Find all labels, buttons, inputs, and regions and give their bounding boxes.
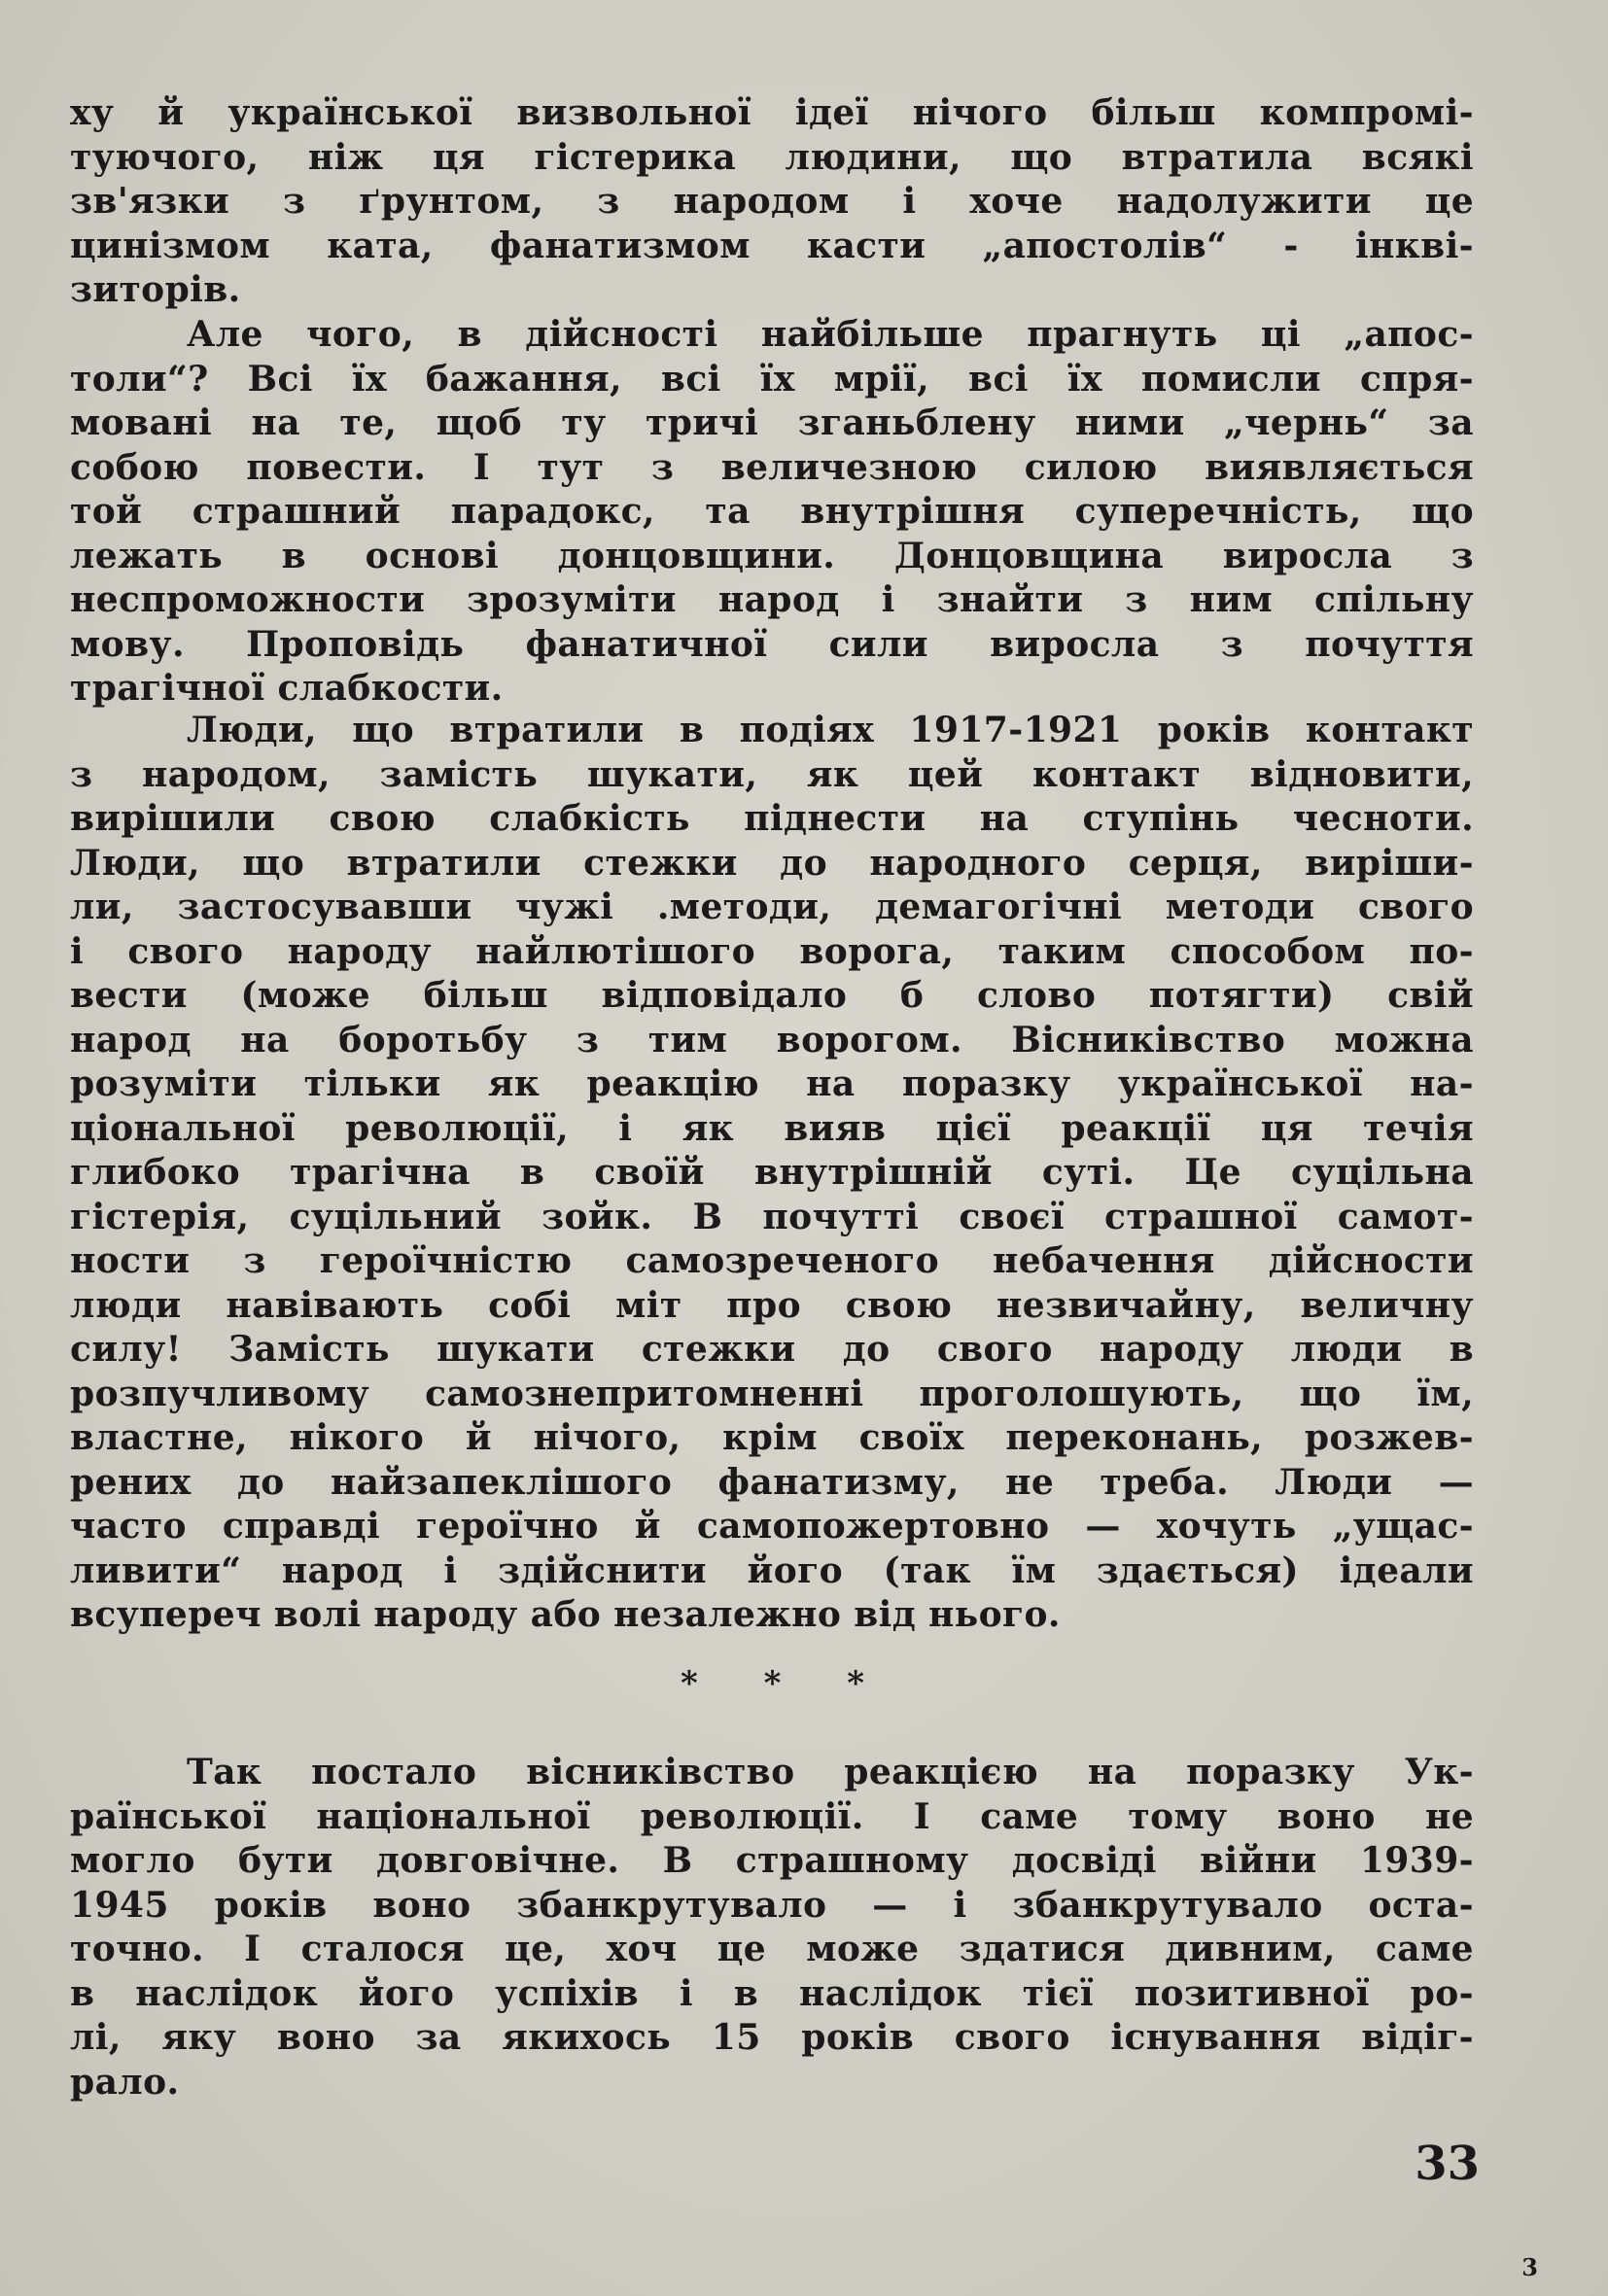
text-line: ху й української визвольної ідеї нічого більш компромі- <box>70 92 1474 133</box>
text-line: зиторів. <box>70 269 241 310</box>
text-line: лі, яку воно за якихось 15 років свого існування відіг- <box>70 2017 1474 2058</box>
text-line: і свого народу найлютішого ворога, таким способом по- <box>70 930 1474 972</box>
text-line: Люди, що втратили в подіях 1917-1921 років контакт <box>187 710 1474 750</box>
text-line: розуміти тільки як реакцію на поразку української на- <box>70 1063 1474 1104</box>
text-line: туючого, ніж ця гістерика людини, що втратила всякі <box>70 136 1474 178</box>
text-line: точно. І сталося це, хоч це може здатися дивним, саме <box>70 1929 1474 1969</box>
text-line: рених до найзапеклішого фанатизму, не треба. Люди — <box>70 1461 1474 1503</box>
text-line: всупереч волі народу або незалежно від нього. <box>70 1594 1061 1635</box>
text-line: цинізмом ката, фанатизмом касти „апостолів“ - інкві- <box>70 225 1474 266</box>
text-line: в наслідок його успіхів і в наслідок тієї позитивної ро- <box>70 1972 1474 2014</box>
text-line: Але чого, в дійсності найбільше прагнуть ці „апос- <box>187 314 1474 355</box>
text-line: могло бути довговічне. В страшному досвіді війни 1939- <box>70 1840 1474 1881</box>
text-line: трагічної слабкости. <box>70 668 504 709</box>
text-line: властне, нікого й нічого, крім своїх переконань, розжев- <box>70 1417 1474 1458</box>
text-line: ливити“ народ і здійснити його (так їм здається) ідеали <box>70 1549 1474 1591</box>
text-line: Так постало вісниківство реакцією на поразку Ук- <box>187 1752 1474 1792</box>
text-line: гістерія, суцільний зойк. В почутті своєї страшної самот- <box>70 1196 1474 1237</box>
paragraph-3 <box>70 709 1474 1638</box>
text-line: Люди, що втратили стежки до народного серця, виріши- <box>70 842 1474 884</box>
text-line: вести (може більш відповідало б слово потягти) свій <box>70 975 1474 1016</box>
text-line: часто справді героїчно й самопожертовно — хочуть „ущас- <box>70 1506 1474 1547</box>
text-line: лежать в основі донцовщини. Донцовщина виросла з <box>70 535 1474 576</box>
text-line: собою повести. І тут з величезною силою виявляється <box>70 446 1474 488</box>
text-line: люди навівають собі міт про свою незвичайну, величну <box>70 1284 1474 1326</box>
paragraph-1 <box>70 91 1474 313</box>
paragraph-4 <box>70 1751 1474 2105</box>
text-line: розпучливому самознепритомненні проголошують, що їм, <box>70 1373 1474 1414</box>
text-line: з народом, замість шукати, як цей контакт відновити, <box>70 753 1474 795</box>
text-line: раїнської національної революції. І саме тому воно не <box>70 1795 1474 1837</box>
text-line: силу! Замість шукати стежки до свого народу люди в <box>70 1329 1474 1370</box>
text-line: неспроможности зрозуміти народ і знайти з ним спільну <box>70 579 1474 620</box>
text-line: зв'язки з ґрунтом, з народом і хоче надолужити це <box>70 181 1474 222</box>
page-number: 33 <box>1415 2137 1480 2191</box>
text-line: вирішили свою слабкість піднести на ступінь чесноти. <box>70 798 1474 839</box>
text-line: мову. Проповідь фанатичної сили виросла з почуття <box>70 623 1474 665</box>
text-line: ціональної революції, і як вияв цієї реакції ця течія <box>70 1107 1474 1149</box>
text-line: 1945 років воно збанкрутувало — і збанкрутувало оста- <box>70 1884 1474 1926</box>
text-line: народ на боротьбу з тим ворогом. Вісниківство можна <box>70 1019 1474 1061</box>
text-line: той страшний парадокс, та внутрішня суперечність, що <box>70 491 1474 532</box>
text-line: ности з героїчністю самозреченого небачення дійсности <box>70 1240 1474 1281</box>
corner-mark: 3 <box>1521 2253 1538 2281</box>
text-line: ли, застосувавши чужі .методи, демагогічні методи свого <box>70 887 1474 927</box>
paragraph-2 <box>70 313 1474 712</box>
text-line: мовані на те, щоб ту тричі зганьблену ними „чернь“ за <box>70 402 1474 443</box>
text-line: толи“? Всі їх бажання, всі їх мрії, всі їх помисли спря- <box>70 358 1474 400</box>
text-line: рало. <box>70 2061 180 2103</box>
text-line: глибоко трагічна в своїй внутрішній суті. Це суцільна <box>70 1152 1474 1193</box>
section-separator: * * * <box>681 1664 892 1703</box>
